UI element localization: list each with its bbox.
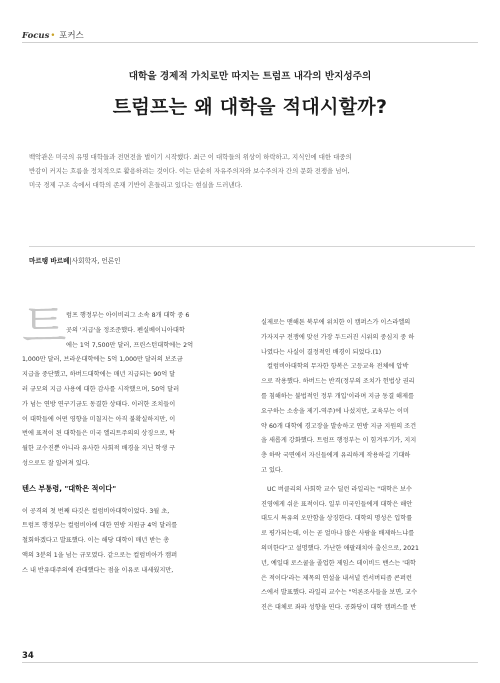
body-line: 컬럼비아대학의 무자한 항복은 고등교육 전체에 압박 <box>267 363 409 371</box>
page-number: 34 <box>22 651 34 661</box>
body-line: 년, 예일대 로스쿨을 졸업한 제임스 데이비드 밴스는 '대학 <box>261 559 416 567</box>
body-line: 층 하락 국면에서 자신들에게 유리하게 작용하길 기대하 <box>261 452 411 460</box>
body-line: 곳의 '지급'을 정조준했다. 펜실베이니아대학 <box>66 326 185 334</box>
drop-cap: 트 <box>22 299 67 353</box>
body-line: UC 버클리의 사회학 교수 딜런 라일리는 "대학은 보수 <box>267 485 413 493</box>
lead-line: 반감이 커지는 흐름을 정치적으로 활용하려는 것이다. 이는 단순히 자유주의자와 보수주의자 간의 문화 전쟁을 넘어, <box>29 167 350 175</box>
section-tag <box>22 29 84 41</box>
body-line: 가 넘는 연방 연구기금도 동결한 상태다. 이러한 조치들이 <box>22 400 176 408</box>
body-line: 을 새롭게 강화했다. 트럼프 행정부는 이 힘겨루기가, 지지 <box>261 437 417 445</box>
body-line: 나였다는 사실이 결정적인 배경이 되었다.(1) <box>261 348 382 356</box>
author-name: 마르탱 바르베 <box>29 257 70 265</box>
body-line: 스 내 반유대주의에 관대했다는 점을 이유로 내세웠지만, <box>22 566 174 574</box>
body-line: 대도시 특유의 오만함을 상징한다. 대학의 명성은 입학률 <box>261 515 413 523</box>
article-title: 트럼프는 왜 대학을 적대시할까? <box>112 96 388 118</box>
body-line: 액의 3분의 1을 넘는 규모였다. 같으로는 컬럼비아가 캠퍼 <box>22 551 178 559</box>
author-separator: | <box>69 257 72 265</box>
body-line: 번에 표적이 된 대학들은 미국 엘리트주의의 상징으로, 탁 <box>22 430 176 438</box>
body-line: 스에서 발표했다. 라일리 교수는 "억론조사들을 보면, 교수 <box>261 589 418 597</box>
body-line: 진은 대체로 좌파 성향을 띤다. 공화당이 대학 캠퍼스를 반 <box>261 604 417 612</box>
top-rule <box>22 42 478 43</box>
body-line: 를 침해하는 불법적인 정부 개입'이라며 지금 동결 해제를 <box>261 392 414 400</box>
body-line: 러 규모의 지급 사용에 대한 감사를 시작했으며, 50억 달러 <box>22 385 180 393</box>
heading-text: 텐스 부통령, "대학은 적이다" <box>22 483 117 493</box>
first-lines <box>22 309 235 353</box>
body-line: 이 대학들에 어떤 영향을 미칠지는 아직 불확실하지만, 이 <box>22 415 176 423</box>
body-line: 약 60개 대학에 경고장을 발송하고 연방 지금 지원의 조건 <box>261 422 417 430</box>
body-line: 에는 1억 7,500만 달러, 프린스턴대학에는 2억 <box>66 341 194 349</box>
column-left <box>22 309 235 579</box>
lead-paragraph <box>29 150 475 192</box>
body-line: 이 공격의 첫 번째 타깃은 컬럼비아대학이었다. 3월 초, <box>22 507 170 515</box>
body-line: 으로 작용했다. 하버드는 반격(정부의 조치가 헌법상 권리 <box>261 378 415 386</box>
body-line: 1,000만 달러, 브라운대학에는 5억 1,000만 달러의 보조금 <box>22 356 183 364</box>
author-role: 사회학자, 언론인 <box>71 257 121 265</box>
column-right <box>261 316 479 616</box>
body-line: 럼프 행정부는 아이비리그 소속 8개 대학 중 6 <box>66 312 190 319</box>
body-line: 요구하는 소송을 제기-역주)에 나섰지만, 교육부는 이미 <box>261 407 409 415</box>
body-line: 의미한다"고 설명했다. 가난한 애팔래치아 출신으로, 2021 <box>261 544 419 552</box>
section-heading <box>22 482 235 497</box>
section-dot-icon: • <box>50 31 56 41</box>
body-line: 진영에게 쉬운 표적이다. 일부 미국인들에게 대학은 해안 <box>261 500 413 508</box>
body-line: 지급을 중단했고, 하버드대학에는 매년 지급되는 90억 달 <box>22 371 176 379</box>
lead-line: 백악관은 미국의 유명 대학들과 전면전을 벌이기 시작했다. 최근 이 대학들의 위상이 하락하고, 지식인에 대한 대중의 <box>29 153 352 161</box>
body-line: 가자지구 전쟁에 맞선 가장 두드러진 시위의 중심지 중 하 <box>261 333 415 341</box>
author-byline <box>29 255 121 265</box>
body-line: 트럼프 행정부는 컬럼비아에 대한 연방 지원금 4억 달러를 <box>22 522 178 530</box>
body-line: 성으로도 잘 알려져 있다. <box>22 459 90 467</box>
article-subtitle: 대학을 경제적 가치로만 따지는 트럼프 내각의 반지성주의 <box>128 71 372 82</box>
section-tag-en: Focus <box>22 31 50 41</box>
section-tag-ko: 포커스 <box>59 31 84 41</box>
body-line: 철회하겠다고 발표했다. 이는 해당 대학이 매년 받는 총 <box>22 537 170 545</box>
lead-line: 미국 경제 구조 속에서 대학의 존재 기반이 흔들리고 있다는 현실을 드러낸다. <box>29 181 243 189</box>
bottom-rule <box>22 662 478 663</box>
body-line: 실제로는 맨해튼 북부에 위치한 이 캠퍼스가 이스라엘의 <box>261 319 411 326</box>
author-rule <box>29 246 475 247</box>
body-line: 월한 교수진뿐 아니라 유사한 사회적 배경을 지닌 학생 구 <box>22 445 176 453</box>
body-line: 은 적이다'라는 제목의 연설을 내셔널 컨서버티즘 콘퍼런 <box>261 574 412 582</box>
body-line: 로 평가되는데, 이는 곧 얼마나 많은 사람을 배제하느냐를 <box>261 530 415 538</box>
body-line: 고 있다. <box>261 466 283 474</box>
